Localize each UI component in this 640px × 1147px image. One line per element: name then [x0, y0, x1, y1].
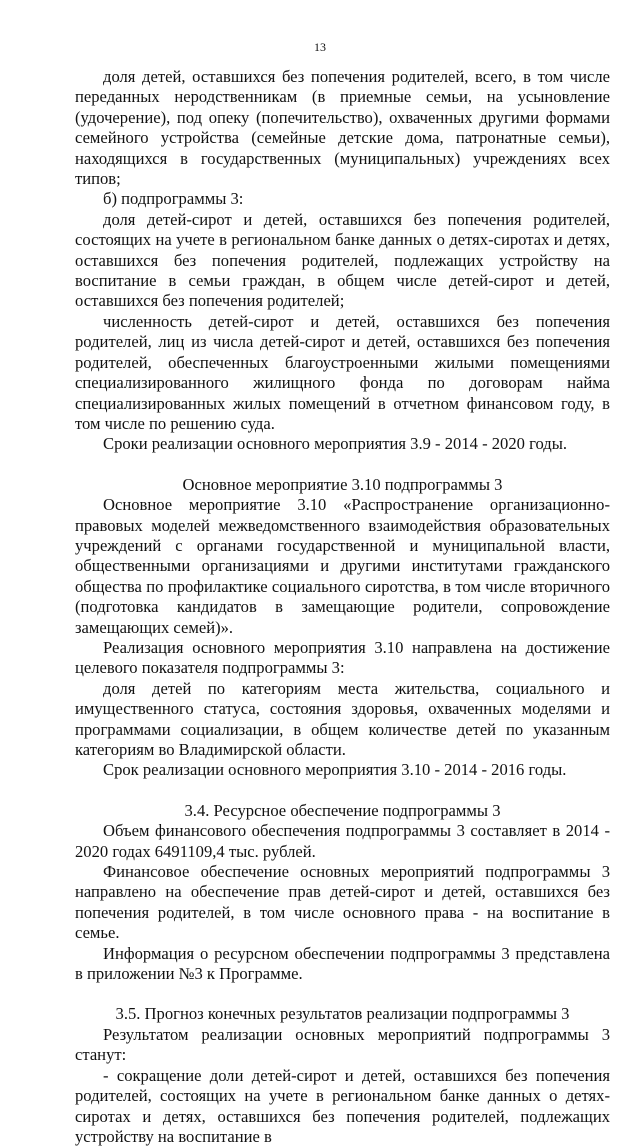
paragraph: Объем финансового обеспечения подпрограммы 3 составляет в 2014 - 2020 годах 6491109,4 тыс. рублей. — [75, 821, 610, 861]
section-heading: 3.4. Ресурсное обеспечение подпрограммы 3 — [184, 800, 501, 820]
paragraph: Результатом реализации основных мероприятий подпрограммы 3 станут: — [75, 1024, 610, 1065]
section-heading: 3.5. Прогноз конечных результатов реализации подпрограммы 3 — [115, 1004, 570, 1024]
section-gap — [75, 781, 610, 801]
document-body — [75, 67, 610, 1147]
page-number: 13 — [314, 40, 326, 54]
paragraph: Срок реализации основного мероприятия 3.10 - 2014 - 2016 годы. — [103, 760, 567, 780]
paragraph: Сроки реализации основного мероприятия 3.9 - 2014 - 2020 годы. — [103, 434, 568, 454]
section-gap — [75, 455, 610, 475]
paragraph: б) подпрограммы 3: — [103, 189, 244, 209]
paragraph: численность детей-сирот и детей, оставшихся без попечения родителей, лиц из числа детей-сирот и детей, оставшихся без попечения родителей, обеспеченных благоустроенными жилыми помещениями специализированного жилищного фонда по договорам найма специализированных жилых помещений в отчетном финансовом году, в том числе по решению суда. — [75, 311, 610, 433]
paragraph: доля детей-сирот и детей, оставшихся без попечения родителей, состоящих на учете в региональном банке данных о детях-сиротах и детях, оставшихся без попечения родителей, подлежащих устройству на воспитание в семьи граждан, в общем числе детей-сирот и детей, оставшихся без попечения родителей; — [75, 209, 610, 311]
paragraph: Финансовое обеспечение основных мероприятий подпрограммы 3 направлено на обеспечение прав детей-сирот и детей, оставшихся без попечения родителей, в том числе основного права - на воспитание в семье. — [75, 862, 610, 943]
paragraph: Основное мероприятие 3.10 «Распространение организационно-правовых моделей межведомственного взаимодействия образовательных учреждений с органами государственной и муниципальной власти, общественными организациями и другими институтами гражданского общества по профилактике социального сиротства, в том числе вторичного (подготовка кандидатов в замещающие родители, сопровождение замещающих семей)». — [75, 495, 610, 637]
paragraph: Информация о ресурсном обеспечении подпрограммы 3 представлена в приложении №3 к Программе. — [75, 943, 610, 984]
section-heading: Основное мероприятие 3.10 подпрограммы 3 — [182, 474, 503, 494]
paragraph: - сокращение доли детей-сирот и детей, оставшихся без попечения родителей, состоящих на учете в региональном банке данных о детях-сиротах и детях, оставшихся без попечения родителей, подлежащих устройству на воспитание в — [75, 1065, 610, 1146]
paragraph: доля детей, оставшихся без попечения родителей, всего, в том числе переданных неродственникам (в приемные семьи, на усыновление (удочерение), под опеку (попечительство), охваченных другими формами семейного устройства (семейные детские дома, патронатные семьи), находящихся в государственных (муниципальных) учреждениях всех типов; — [75, 67, 610, 189]
section-gap — [75, 984, 610, 1004]
paragraph: доля детей по категориям места жительства, социального и имущественного статуса, состояния здоровья, охваченных моделями и программами социализации, в общем количестве детей по указанным категориям во Владимирской области. — [75, 678, 610, 759]
paragraph: Реализация основного мероприятия 3.10 направлена на достижение целевого показателя подпрограммы 3: — [75, 637, 610, 678]
